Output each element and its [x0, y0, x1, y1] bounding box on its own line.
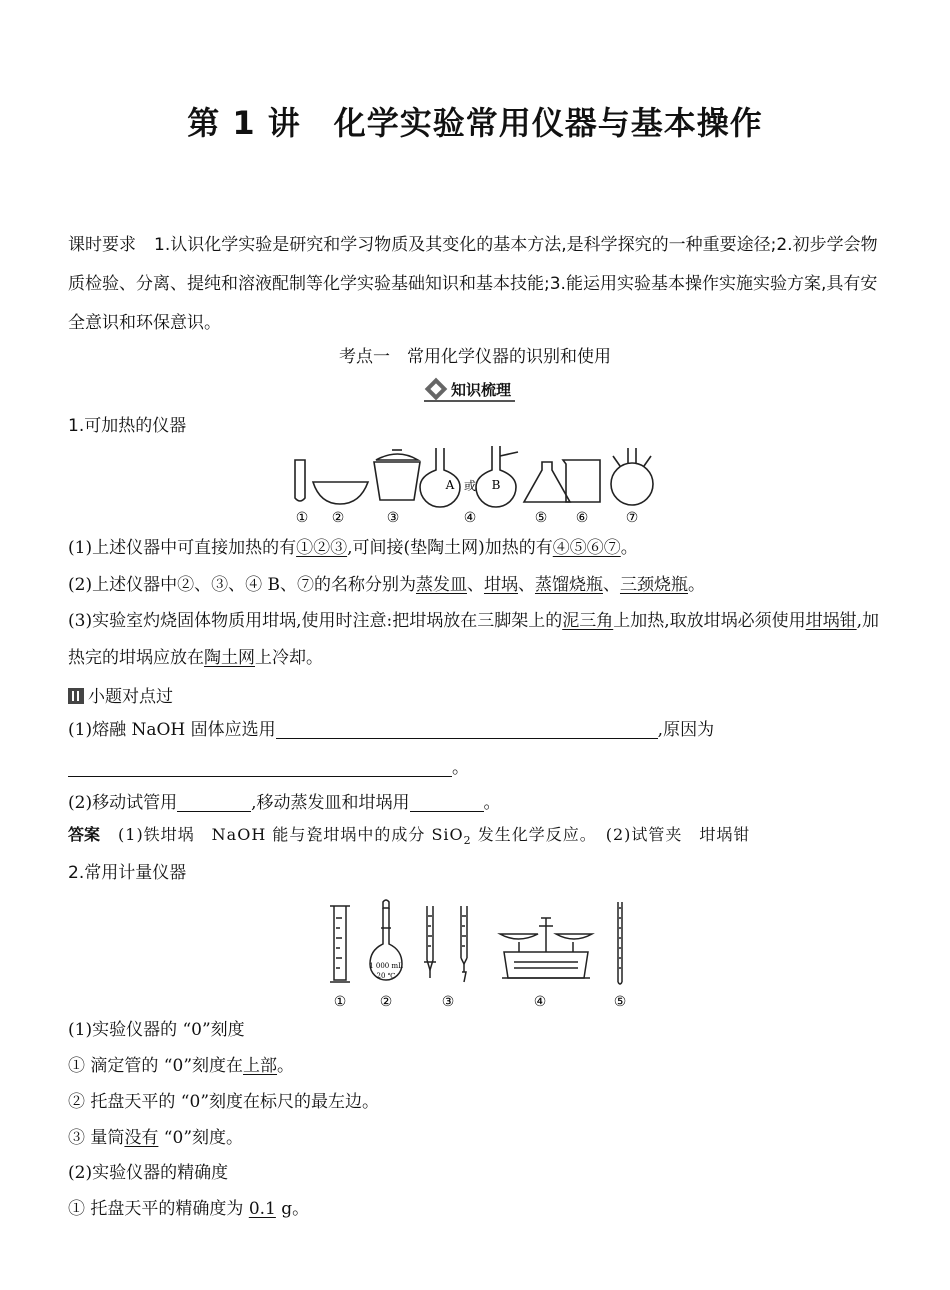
badge-label: 知识梳理: [451, 380, 512, 399]
precision-item-1: ① 托盘天平的精确度为 0.1 g。: [68, 1199, 310, 1219]
answer-underline: 蒸发皿: [415, 575, 467, 595]
section1-paragraph-1: (1)上述仪器中可直接加热的有①②③,可间接(垫陶土网)加热的有④⑤⑥⑦。: [68, 538, 638, 558]
figure2-label: ②: [379, 994, 393, 1010]
answer-underline: 坩埚: [483, 575, 518, 595]
fill-blank: [68, 756, 452, 777]
practice-q1: (1)熔融 NaOH 固体应选用 ,原因为: [68, 720, 715, 740]
practice-q1-cont: 。: [68, 750, 883, 787]
figure2-label: ①: [333, 994, 347, 1010]
course-requirements: [68, 226, 883, 343]
figure1-label: ⑦: [625, 510, 639, 526]
answer-label: 答案: [68, 825, 101, 844]
flask-a-label: A: [445, 478, 455, 492]
zero-heading: (1)实验仪器的 “0”刻度: [68, 1020, 245, 1040]
figure2-label: ③: [441, 994, 455, 1010]
flask-b-label: B: [491, 478, 501, 492]
figure1-label: ②: [331, 510, 345, 526]
section1-heading: 1.可加热的仪器: [68, 416, 187, 436]
balance-icon: [500, 918, 592, 978]
section1-paragraph-3: (3)实验室灼烧固体物质用坩埚,使用时注意:把坩埚放在三脚架上的泥三角上加热,取放坩埚必须使用坩埚钳,加热完的坩埚应放在陶土网上冷却。: [68, 611, 880, 668]
practice-heading: 小题对点过: [68, 682, 173, 707]
kaodian-heading: 考点一 常用化学仪器的识别和使用: [339, 347, 611, 367]
answer-underline: 上部: [243, 1056, 278, 1076]
diamond-icon: [425, 378, 448, 401]
zero-item-1: ① 滴定管的 “0”刻度在上部。: [68, 1056, 295, 1076]
zero-item-3: ③ 量筒没有 “0”刻度。: [68, 1128, 244, 1148]
answer-underline: 陶土网: [204, 648, 255, 668]
practice-icon: [68, 688, 84, 704]
answer-underline: ④⑤⑥⑦: [552, 538, 621, 558]
section2-heading: 2.常用计量仪器: [68, 863, 187, 883]
figure2-label: ⑤: [613, 994, 627, 1010]
answer-underline: 没有: [124, 1128, 159, 1148]
evaporating-dish-icon: [313, 482, 368, 504]
crucible-icon: [374, 450, 420, 500]
section1-paragraph-2: (2)上述仪器中②、③、④ B、⑦的名称分别为蒸发皿、坩埚、蒸馏烧瓶、三颈烧瓶。: [68, 575, 705, 595]
base-burette-icon: [461, 906, 467, 982]
answer-underline: 蒸馏烧瓶: [534, 575, 603, 595]
answer-underline: ①②③: [296, 538, 348, 558]
requirements-label: 课时要求: [68, 235, 136, 255]
answer-underline: 坩埚钳: [805, 611, 857, 631]
fill-blank: [410, 791, 484, 812]
requirements-text: 1.认识化学实验是研究和学习物质及其变化的基本方法,是科学探究的一种重要途径;2.初步学会物质检验、分离、提纯和溶液配制等化学实验基础知识和基本技能;3.能运用实验基本操作实施实验方案,具有安全意识和环保意识。: [68, 235, 878, 333]
conical-flask-icon: [524, 462, 570, 502]
test-tube-icon: [295, 460, 305, 501]
knowledge-badge: [424, 378, 515, 402]
page-title: 第 1 讲 化学实验常用仪器与基本操作: [187, 104, 763, 142]
distillation-flask-icon: [476, 446, 518, 507]
answer-underline: 泥三角: [562, 611, 614, 631]
beaker-icon: [563, 460, 600, 502]
graduated-cylinder-icon: [330, 906, 350, 982]
measuring-instruments-figure: [320, 898, 640, 1013]
heatable-instruments-figure: [280, 442, 670, 532]
figure1-label: ⑤: [534, 510, 548, 526]
precision-heading: (2)实验仪器的精确度: [68, 1163, 229, 1183]
zero-item-2: ② 托盘天平的 “0”刻度在标尺的最左边。: [68, 1092, 380, 1112]
fill-blank: [177, 791, 251, 812]
figure1-label: ④: [463, 510, 477, 526]
answer-line: 答案 (1)铁坩埚 NaOH 能与瓷坩埚中的成分 SiO$_2$ 发生化学反应。 (2)试管夹 坩埚钳: [68, 825, 751, 848]
acid-burette-icon: [424, 906, 436, 978]
fill-blank: [276, 718, 658, 739]
figure1-label: ⑥: [575, 510, 589, 526]
or-label: 或: [463, 479, 477, 493]
answer-underline: 0.1: [248, 1199, 276, 1219]
figure1-label: ①: [295, 510, 309, 526]
figure1-label: ③: [386, 510, 400, 526]
figure2-label: ④: [533, 994, 547, 1010]
flask-temp-label: 20 ℃: [376, 972, 396, 980]
flask-volume-label: 1 000 mL: [369, 962, 403, 970]
practice-q2: (2)移动试管用 ,移动蒸发皿和坩埚用 。: [68, 793, 501, 813]
thermometer-icon: [618, 902, 622, 984]
three-neck-flask-icon: [611, 448, 653, 505]
answer-underline: 三颈烧瓶: [619, 575, 688, 595]
